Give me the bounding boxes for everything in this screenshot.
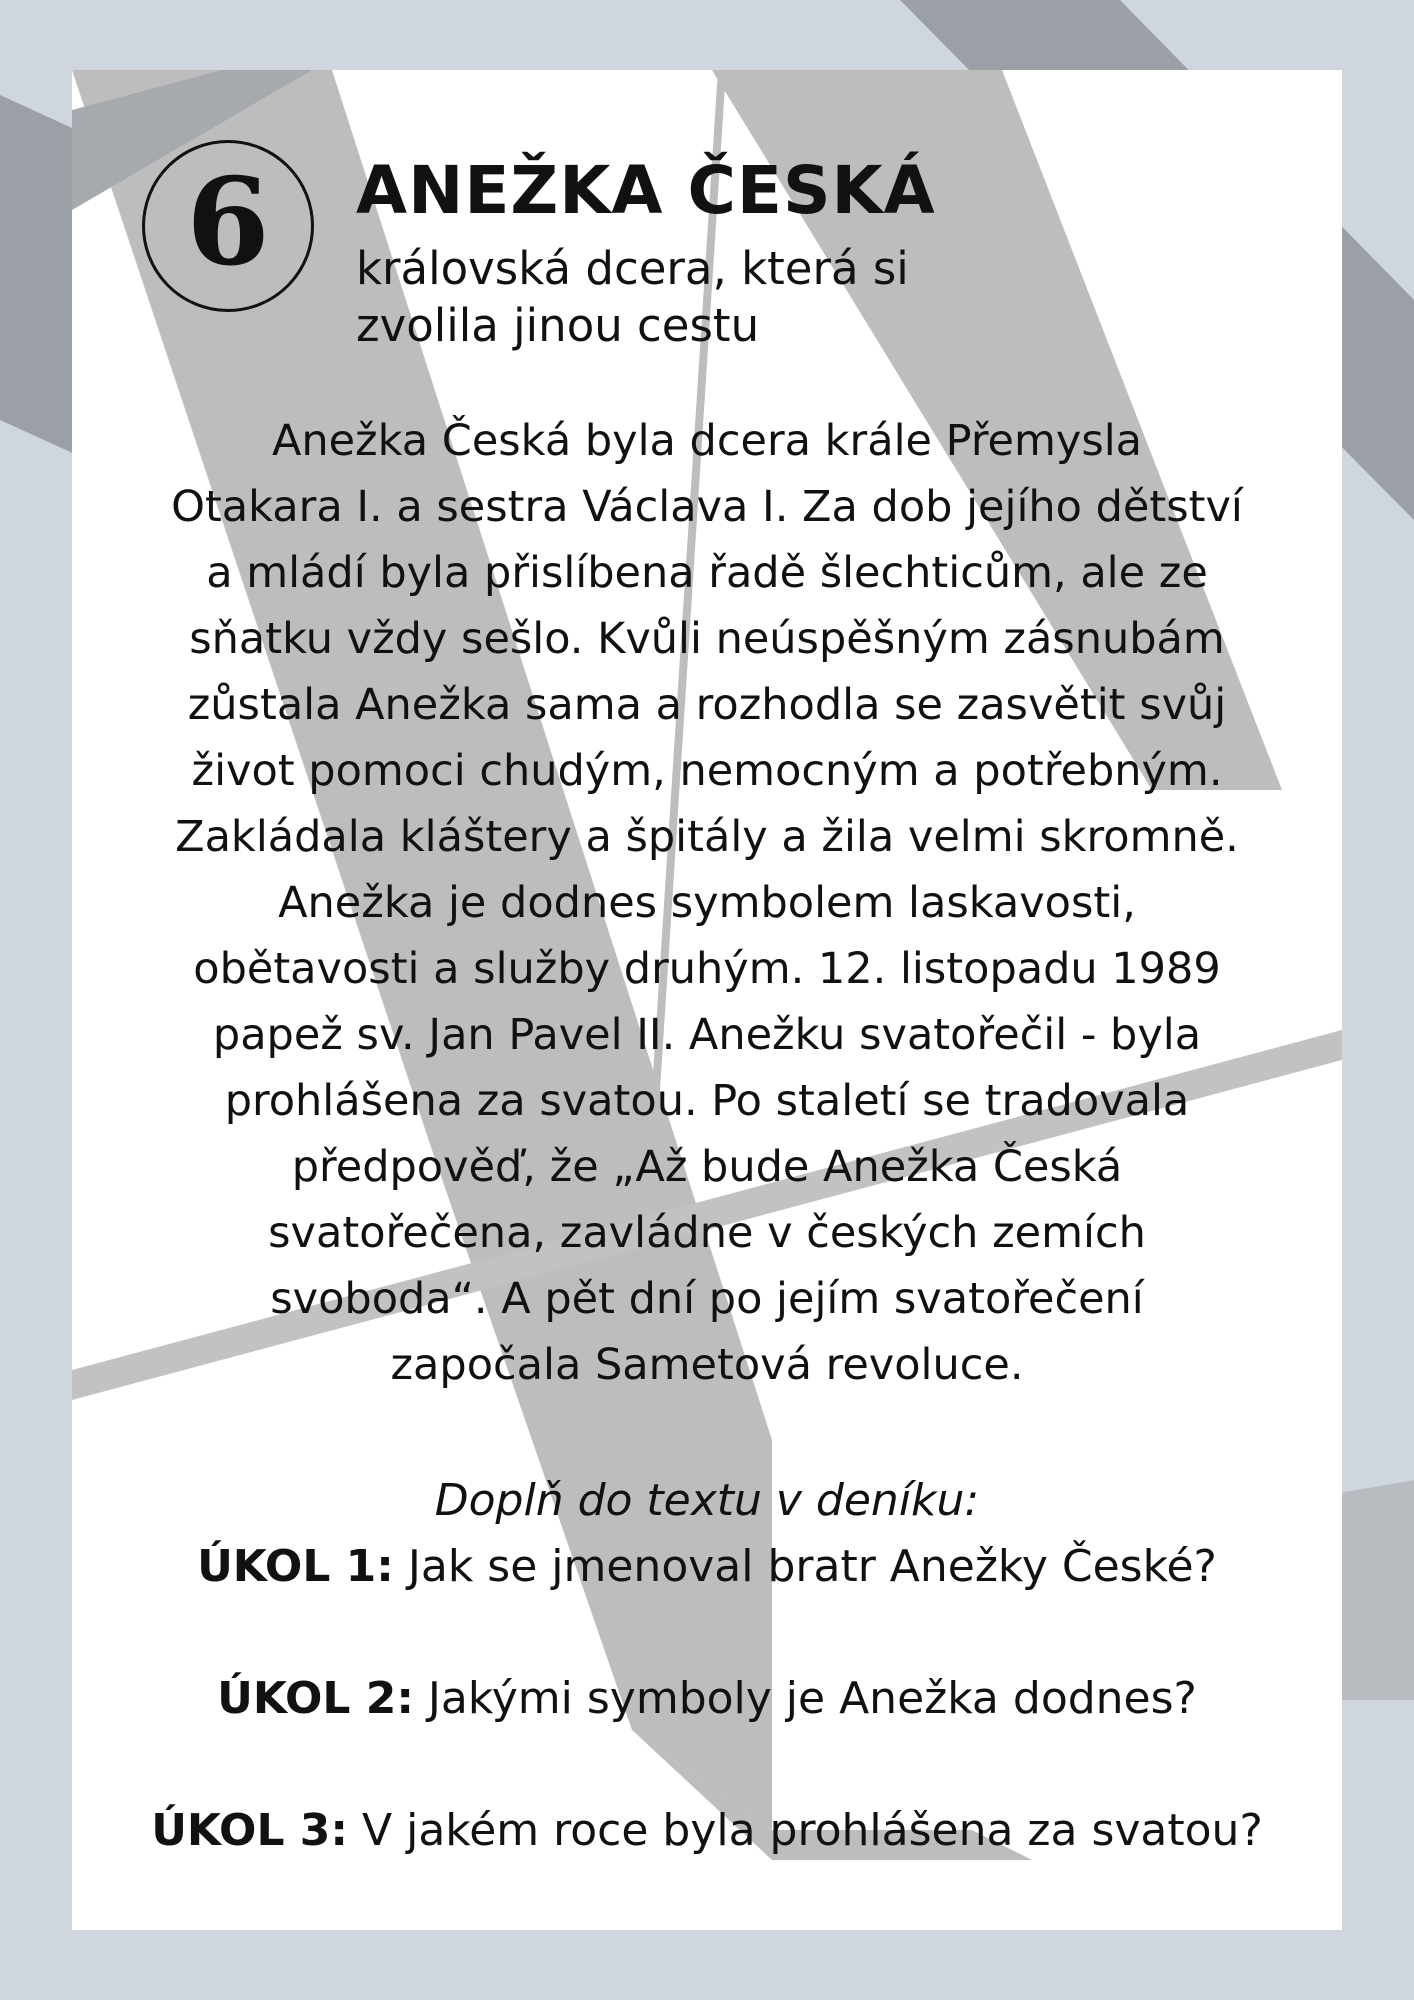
body-line: předpověď, že „Až bude Anežka Česká (291, 1142, 1123, 1192)
task-question: V jakém roce byla prohlášena za svatou? (348, 1805, 1263, 1856)
body-line: sňatku vždy sešlo. Kvůli neúspěšným zásnubám (189, 614, 1225, 664)
body-line: svatořečena, zavládne v českých zemích (268, 1208, 1146, 1258)
body-line: papež sv. Jan Pavel II. Anežku svatořečil - byla (212, 1010, 1202, 1060)
body-line: svoboda“. A pět dní po jejím svatořečení (270, 1274, 1144, 1324)
body-line: a mládí byla přislíbena řadě šlechticům, ale ze (206, 548, 1208, 598)
body-line: zůstala Anežka sama a rozhodla se zasvětit svůj (187, 680, 1227, 730)
body-line: obětavosti a služby druhým. 12. listopadu 1989 (193, 944, 1221, 994)
number-label: 6 (186, 152, 270, 293)
card-subtitle: královská dcera, která si zvolila jinou cestu (356, 242, 909, 352)
body-line: prohlášena za svatou. Po staletí se tradovala (224, 1076, 1190, 1126)
task-2 (92, 1666, 1322, 1732)
body-line: život pomoci chudým, nemocným a potřebným. (191, 746, 1223, 796)
number-badge (142, 140, 314, 312)
task-label: ÚKOL 2: (217, 1673, 414, 1724)
body-text (102, 408, 1312, 1398)
info-card (72, 70, 1342, 1930)
body-line: Anežka je dodnes symbolem laskavosti, (278, 878, 1136, 928)
task-3 (92, 1798, 1322, 1864)
task-question: Jakými symboly je Anežka dodnes? (413, 1673, 1197, 1724)
body-line: Otakara I. a sestra Václava I. Za dob jejího dětství (171, 482, 1243, 532)
task-label: ÚKOL 3: (151, 1805, 349, 1856)
body-line: Anežka Česká byla dcera krále Přemysla (271, 416, 1143, 466)
card-title: ANEŽKA ČESKÁ (356, 152, 936, 229)
task-1 (92, 1534, 1322, 1600)
tasks-intro: Doplň do textu v deníku: (434, 1475, 980, 1526)
task-question: Jak se jmenoval bratr Anežky České? (393, 1541, 1217, 1592)
tasks-section (92, 1468, 1322, 1864)
task-label: ÚKOL 1: (197, 1541, 394, 1592)
body-line: Zakládala kláštery a špitály a žila velmi skromně. (175, 812, 1239, 862)
body-line: započala Sametová revoluce. (390, 1340, 1024, 1390)
